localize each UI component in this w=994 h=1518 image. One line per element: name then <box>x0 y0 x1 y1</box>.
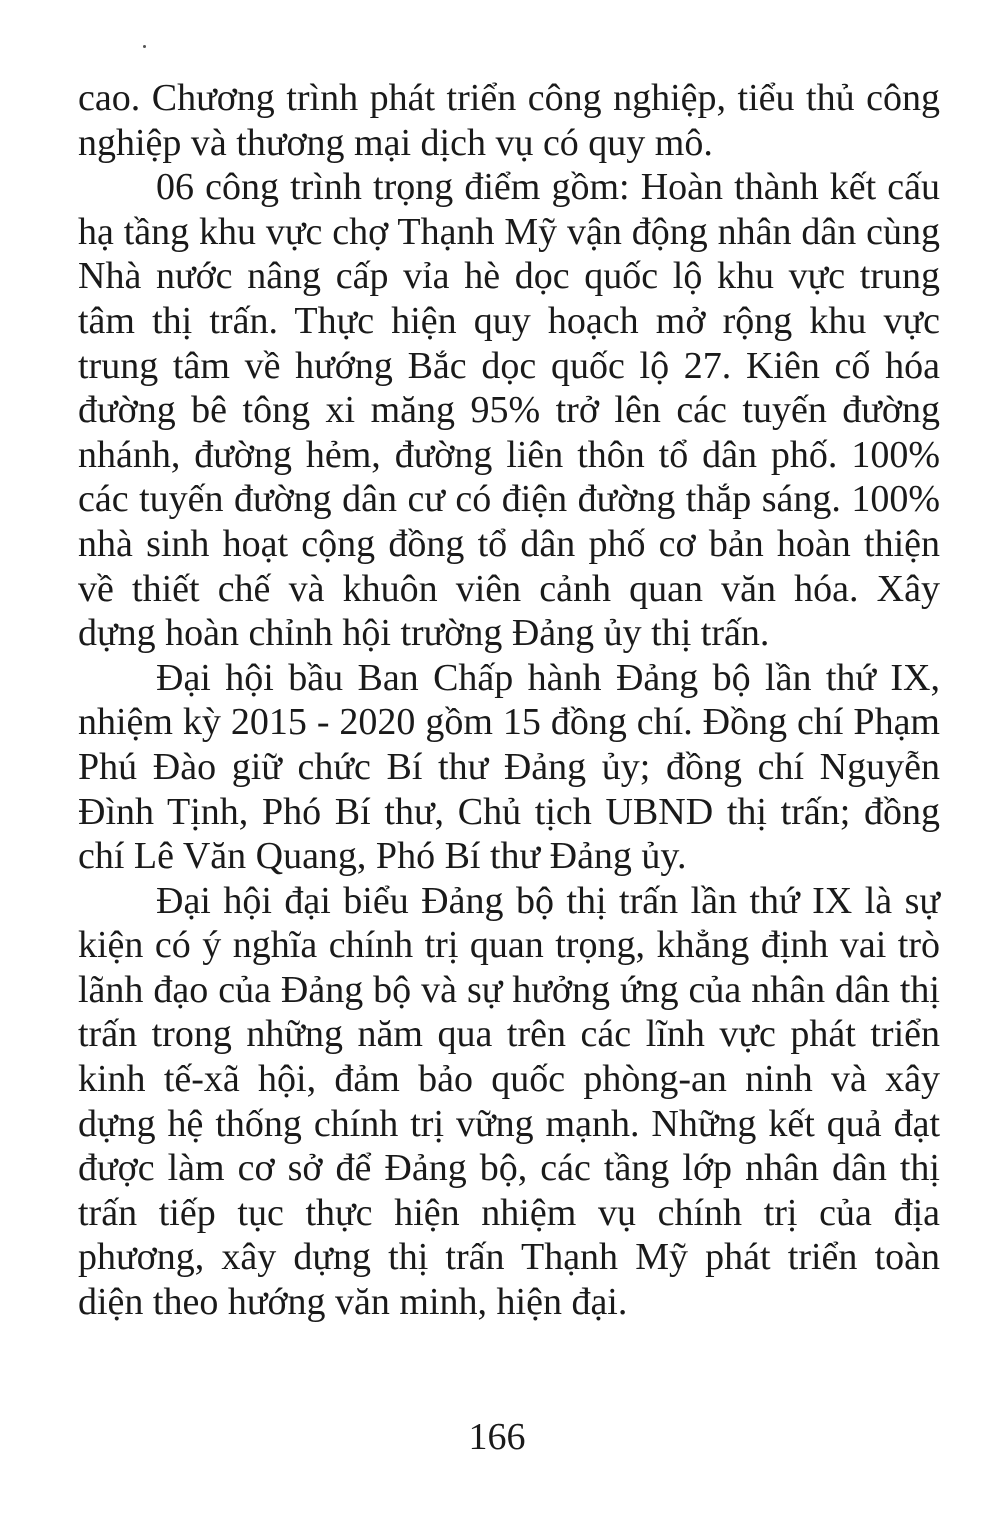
paragraph-continuation: cao. Chương trình phát triển công nghiệp, tiểu thủ công nghiệp và thương mại dịch vụ có quy mô. <box>78 77 940 164</box>
page-number: 166 <box>468 1416 526 1458</box>
paragraph-executive-committee: Đại hội bầu Ban Chấp hành Đảng bộ lần thứ IX, nhiệm kỳ 2015 - 2020 gồm 15 đồng chí. Đồng chí Phạm Phú Đào giữ chức Bí thư Đảng ủy; đồng chí Nguyễn Đình Tịnh, Phó Bí thư, Chủ tịch UBND thị trấn; đồng chí Lê Văn Quang, Phó Bí thư Đảng ủy. <box>78 656 940 878</box>
scan-speck <box>143 45 146 48</box>
page-body <box>78 76 940 1325</box>
paragraph-key-projects: 06 công trình trọng điểm gồm: Hoàn thành kết cấu hạ tầng khu vực chợ Thạnh Mỹ vận động nhân dân cùng Nhà nước nâng cấp vỉa hè dọc quốc lộ khu vực trung tâm thị trấn. Thực hiện quy hoạch mở rộng khu vực trung tâm về hướng Bắc dọc quốc lộ 27. Kiên cố hóa đường bê tông xi măng 95% trở lên các tuyến đường nhánh, đường hẻm, đường liên thôn tổ dân phố. 100% các tuyến đường dân cư có điện đường thắp sáng. 100% nhà sinh hoạt cộng đồng tổ dân phố cơ bản hoàn thiện về thiết chế và khuôn viên cảnh quan văn hóa. Xây dựng hoàn chỉnh hội trường Đảng ủy thị trấn. <box>78 166 940 655</box>
paragraph-congress-significance: Đại hội đại biểu Đảng bộ thị trấn lần thứ IX là sự kiện có ý nghĩa chính trị quan trọng, khẳng định vai trò lãnh đạo của Đảng bộ và sự hưởng ứng của nhân dân thị trấn trong những năm qua trên các lĩnh vực phát triển kinh tế-xã hội, đảm bảo quốc phòng-an ninh và xây dựng hệ thống chính trị vững mạnh. Những kết quả đạt được làm cơ sở để Đảng bộ, các tầng lớp nhân dân thị trấn tiếp tục thực hiện nhiệm vụ chính trị của địa phương, xây dựng thị trấn Thạnh Mỹ phát triển toàn diện theo hướng văn minh, hiện đại. <box>78 879 940 1324</box>
